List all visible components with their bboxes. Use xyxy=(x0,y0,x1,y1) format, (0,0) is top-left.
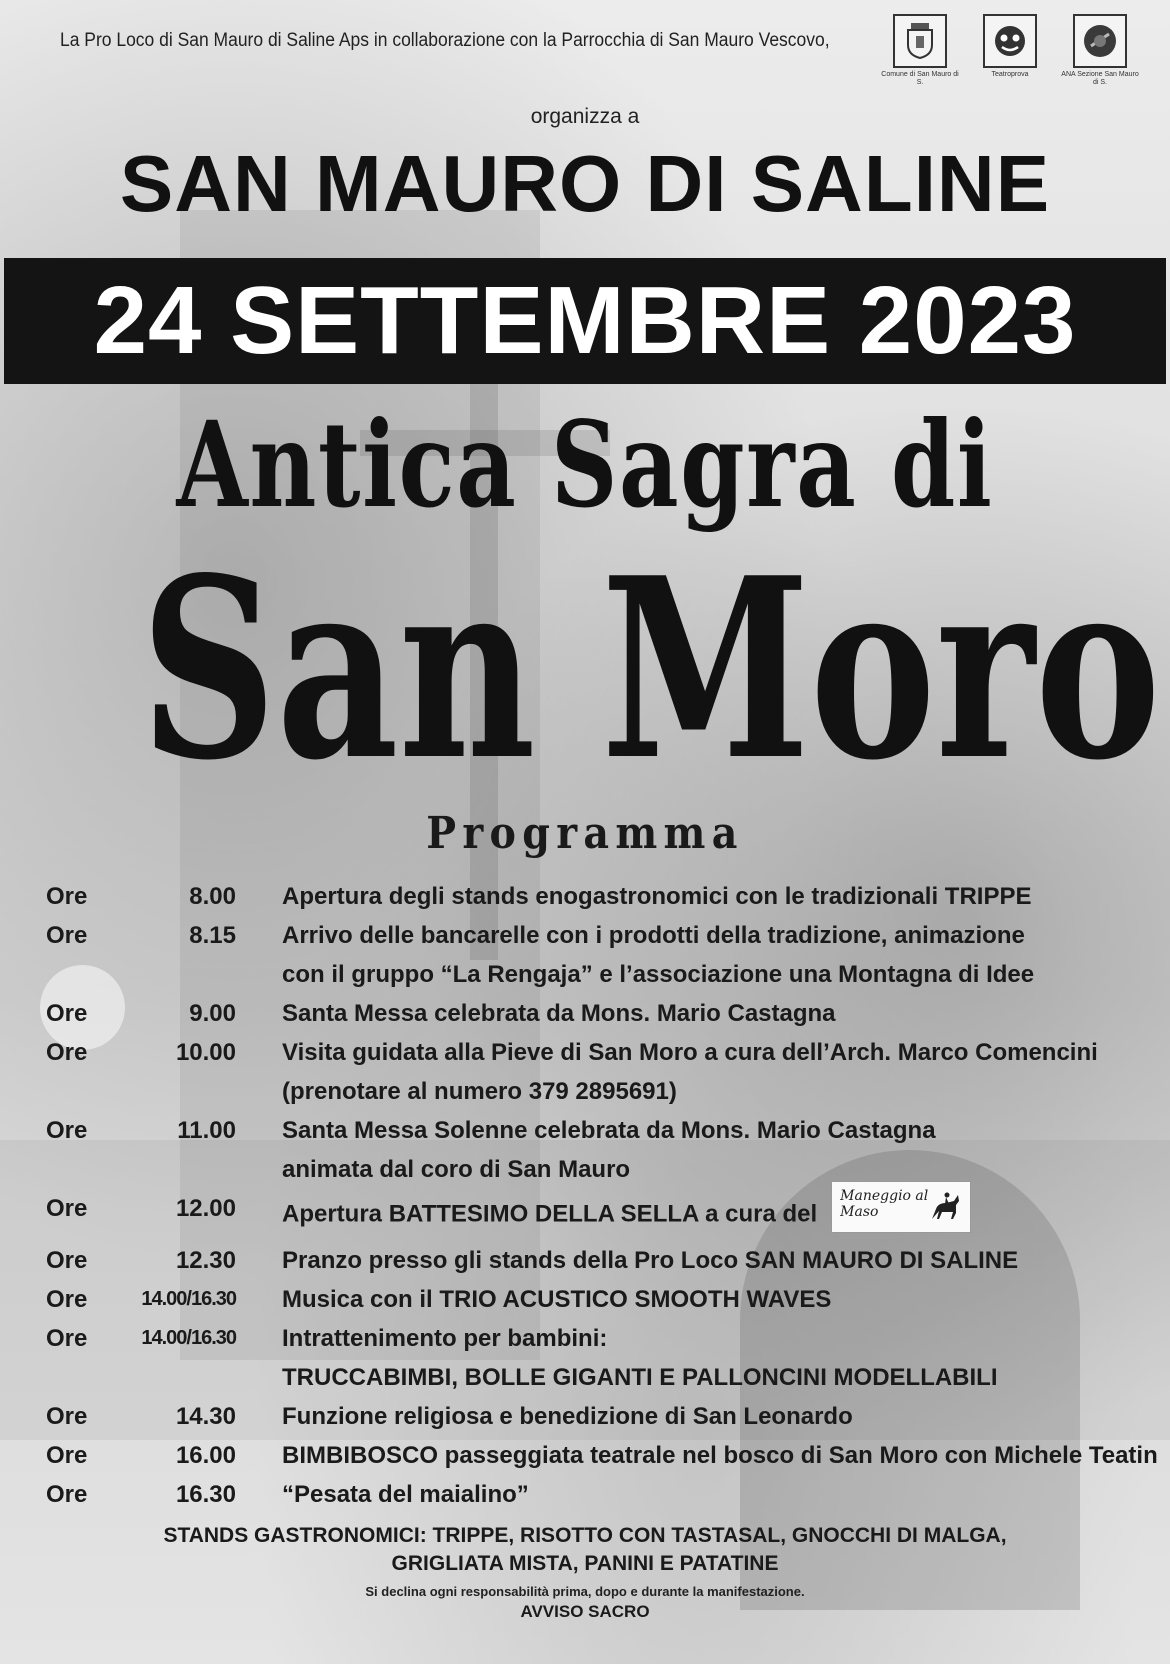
schedule-description xyxy=(236,1436,1158,1475)
maneggio-logo-text: Maneggio al Maso xyxy=(840,1188,929,1220)
schedule-line: BIMBIBOSCO passeggiata teatrale nel bosco di San Moro con Michele Teatin xyxy=(282,1442,1158,1469)
schedule-time: 16.00 xyxy=(175,1442,236,1469)
ore-label: Ore xyxy=(46,1247,88,1274)
schedule-description xyxy=(236,1241,1156,1280)
avviso-text: AVVISO SACRO xyxy=(520,1602,650,1621)
ore-label: Ore xyxy=(46,1039,88,1066)
title-line-2: San Moro xyxy=(140,524,1161,815)
schedule-time: 16.30 xyxy=(175,1481,236,1508)
date-banner xyxy=(4,258,1166,384)
schedule-list xyxy=(46,877,1156,1514)
disclaimer-text: Si declina ogni responsabilità prima, dopo e durante la manifestazione. xyxy=(365,1584,805,1599)
ana-emblem-icon xyxy=(1073,14,1127,68)
ore-label: Ore xyxy=(46,922,88,949)
schedule-line: Musica con il TRIO ACUSTICO SMOOTH WAVES xyxy=(282,1286,832,1313)
ore-label: Ore xyxy=(46,1286,88,1313)
schedule-row xyxy=(46,1475,1156,1514)
organizza-text: organizza a xyxy=(530,105,640,128)
schedule-description xyxy=(236,994,1156,1033)
schedule-line: Pranzo presso gli stands della Pro Loco SAN MAURO DI SALINE xyxy=(282,1247,1019,1274)
schedule-row xyxy=(46,994,1156,1033)
schedule-row xyxy=(46,1397,1156,1436)
ore-label: Ore xyxy=(46,1000,88,1027)
schedule-line: (prenotare al numero 379 2895691) xyxy=(282,1078,677,1105)
schedule-time: 8.15 xyxy=(189,922,236,949)
schedule-time: 14.30 xyxy=(175,1403,236,1430)
schedule-time: 12.00 xyxy=(175,1195,236,1222)
schedule-row xyxy=(46,916,1156,994)
ore-label: Ore xyxy=(46,1195,88,1222)
logo-caption: ANA Sezione San Mauro di S. xyxy=(1061,71,1139,86)
schedule-description xyxy=(236,877,1156,916)
schedule-row xyxy=(46,1280,1156,1319)
ore-label: Ore xyxy=(46,1481,88,1508)
schedule-time: 11.00 xyxy=(177,1117,236,1144)
schedule-line: Arrivo delle bancarelle con i prodotti della tradizione, animazione xyxy=(282,922,1025,949)
ore-label: Ore xyxy=(46,1442,88,1469)
schedule-description xyxy=(236,916,1156,994)
ore-label: Ore xyxy=(46,1403,88,1430)
schedule-description xyxy=(236,1033,1156,1111)
schedule-row xyxy=(46,1319,1156,1397)
sponsor-logos xyxy=(880,14,1140,94)
schedule-row xyxy=(46,1241,1156,1280)
schedule-line: Funzione religiosa e benedizione di San Leonardo xyxy=(282,1403,853,1430)
ore-label: Ore xyxy=(46,883,88,910)
schedule-row xyxy=(46,877,1156,916)
schedule-line: TRUCCABIMBI, BOLLE GIGANTI E PALLONCINI MODELLABILI xyxy=(282,1364,998,1391)
maneggio-logo xyxy=(831,1181,971,1233)
theatre-mask-icon xyxy=(983,14,1037,68)
schedule-line: Intrattenimento per bambini: xyxy=(282,1325,608,1352)
logo-comune xyxy=(880,14,960,87)
horse-rider-icon xyxy=(928,1189,964,1225)
schedule-line: Visita guidata alla Pieve di San Moro a cura dell’Arch. Marco Comencini xyxy=(282,1039,1098,1066)
schedule-row xyxy=(46,1436,1156,1475)
schedule-line: “Pesata del maialino” xyxy=(282,1481,529,1508)
schedule-line: con il gruppo “La Rengaja” e l’associazione una Montagna di Idee xyxy=(282,961,1035,988)
logo-caption: Teatroprova xyxy=(991,71,1029,78)
logo-teatroprova xyxy=(970,14,1050,79)
schedule-time: 8.00 xyxy=(189,883,236,910)
schedule-description xyxy=(236,1475,1156,1514)
schedule-row xyxy=(46,1189,1156,1241)
schedule-line: Santa Messa celebrata da Mons. Mario Castagna xyxy=(282,1000,836,1027)
programma-heading: Programma xyxy=(426,808,744,859)
schedule-description xyxy=(236,1189,1156,1241)
ore-label: Ore xyxy=(46,1117,88,1144)
intro-text: La Pro Loco di San Mauro di Saline Aps in collaborazione con la Parrocchia di San Mauro Vescovo, xyxy=(60,30,830,51)
title-line-1: Antica Sagra di xyxy=(176,395,994,534)
schedule-line: Apertura degli stands enogastronomici con le tradizionali TRIPPE xyxy=(282,883,1032,910)
stands-line-1: STANDS GASTRONOMICI: TRIPPE, RISOTTO CON TASTASAL, GNOCCHI DI MALGA, xyxy=(163,1524,1007,1547)
stands-line-2: GRIGLIATA MISTA, PANINI E PATATINE xyxy=(391,1552,779,1575)
schedule-row xyxy=(46,1111,1156,1189)
town-heading: SAN MAURO DI SALINE xyxy=(119,139,1051,228)
stands-note xyxy=(0,1522,1170,1578)
schedule-description xyxy=(236,1397,1156,1436)
logo-caption: Comune di San Mauro di S. xyxy=(881,71,959,86)
schedule-line: Santa Messa Solenne celebrata da Mons. Mario Castagna xyxy=(282,1117,936,1144)
coat-of-arms-icon xyxy=(893,14,947,68)
schedule-time: 12.30 xyxy=(175,1247,236,1274)
schedule-row xyxy=(46,1033,1156,1111)
schedule-line: animata dal coro di San Mauro xyxy=(282,1156,631,1183)
schedule-line xyxy=(282,1189,1156,1241)
schedule-time: 14.00/16.30 xyxy=(141,1288,236,1310)
schedule-time: 14.00/16.30 xyxy=(141,1327,236,1349)
schedule-line-text: Apertura BATTESIMO DELLA SELLA a cura del xyxy=(282,1200,818,1228)
logo-ana xyxy=(1060,14,1140,87)
schedule-time: 10.00 xyxy=(175,1039,236,1066)
event-date: 24 SETTEMBRE 2023 xyxy=(93,267,1077,374)
schedule-time: 9.00 xyxy=(189,1000,236,1027)
schedule-description xyxy=(236,1280,1156,1319)
schedule-description xyxy=(236,1319,1156,1397)
schedule-description xyxy=(236,1111,1156,1189)
ore-label: Ore xyxy=(46,1325,88,1352)
